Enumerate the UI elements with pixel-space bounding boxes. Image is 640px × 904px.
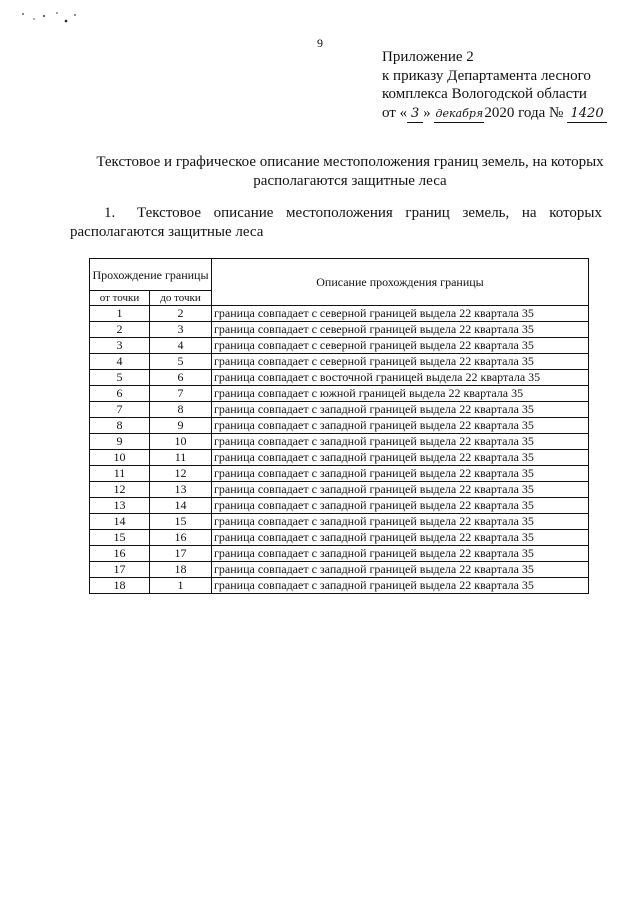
cell-to: 1: [150, 578, 212, 594]
table-row: [90, 434, 589, 450]
table-row: [90, 306, 589, 322]
table-row: [90, 354, 589, 370]
table-row: [90, 322, 589, 338]
table-row: [90, 402, 589, 418]
table-row: [90, 418, 589, 434]
boundary-table: [89, 258, 589, 594]
section-heading: [70, 204, 602, 242]
handwritten-day: 3: [407, 106, 423, 123]
table-row: [90, 482, 589, 498]
cell-to: 15: [150, 514, 212, 530]
table-row: [90, 498, 589, 514]
cell-description: граница совпадает с северной границей выдела 22 квартала 35: [212, 354, 589, 370]
table-row: [90, 578, 589, 594]
cell-from: 16: [90, 546, 150, 562]
header-from: от точки: [90, 291, 150, 306]
cell-from: 6: [90, 386, 150, 402]
year-text: 2020 года №: [484, 104, 564, 121]
cell-description: граница совпадает с западной границей выдела 22 квартала 35: [212, 466, 589, 482]
cell-to: 16: [150, 530, 212, 546]
page-number: 9: [317, 36, 323, 50]
annex-header: [382, 48, 607, 123]
header-group: Прохождение границы: [90, 259, 212, 291]
annex-date-line: [382, 104, 607, 123]
table-row: [90, 514, 589, 530]
cell-from: 17: [90, 562, 150, 578]
table-row: [90, 562, 589, 578]
cell-to: 12: [150, 466, 212, 482]
cell-description: граница совпадает с западной границей выдела 22 квартала 35: [212, 418, 589, 434]
table-row: [90, 450, 589, 466]
table-row: [90, 338, 589, 354]
cell-description: граница совпадает с северной границей выдела 22 квартала 35: [212, 322, 589, 338]
cell-description: граница совпадает с западной границей выдела 22 квартала 35: [212, 450, 589, 466]
table-row: [90, 546, 589, 562]
cell-description: граница совпадает с западной границей выдела 22 квартала 35: [212, 498, 589, 514]
cell-from: 1: [90, 306, 150, 322]
cell-from: 11: [90, 466, 150, 482]
cell-to: 3: [150, 322, 212, 338]
section-text: Текстовое описание местоположения границ земель, на которых располагаются защитные леса: [70, 205, 602, 240]
document-title: Текстовое и графическое описание местоположения границ земель, на которых располагаются защитные леса: [96, 154, 604, 189]
cell-from: 12: [90, 482, 150, 498]
cell-to: 11: [150, 450, 212, 466]
cell-from: 14: [90, 514, 150, 530]
cell-description: граница совпадает с восточной границей выдела 22 квартала 35: [212, 370, 589, 386]
cell-to: 14: [150, 498, 212, 514]
table-row: [90, 530, 589, 546]
cell-to: 2: [150, 306, 212, 322]
cell-description: граница совпадает с западной границей выдела 22 квартала 35: [212, 482, 589, 498]
cell-description: граница совпадает с западной границей выдела 22 квартала 35: [212, 514, 589, 530]
cell-description: граница совпадает с западной границей выдела 22 квартала 35: [212, 434, 589, 450]
annex-order-line: к приказу Департамента лесного: [382, 67, 591, 84]
cell-to: 7: [150, 386, 212, 402]
cell-description: граница совпадает с северной границей выдела 22 квартала 35: [212, 338, 589, 354]
cell-description: граница совпадает с западной границей выдела 22 квартала 35: [212, 402, 589, 418]
cell-from: 2: [90, 322, 150, 338]
cell-description: граница совпадает с южной границей выдела 22 квартала 35: [212, 386, 589, 402]
cell-to: 4: [150, 338, 212, 354]
quote-close: »: [423, 104, 431, 121]
cell-to: 18: [150, 562, 212, 578]
cell-from: 3: [90, 338, 150, 354]
date-prefix: от «: [382, 104, 408, 121]
cell-from: 8: [90, 418, 150, 434]
cell-to: 9: [150, 418, 212, 434]
cell-description: граница совпадает с северной границей выдела 22 квартала 35: [212, 306, 589, 322]
cell-description: граница совпадает с западной границей выдела 22 квартала 35: [212, 578, 589, 594]
table-body: [90, 306, 589, 594]
cell-description: граница совпадает с западной границей выдела 22 квартала 35: [212, 530, 589, 546]
cell-from: 7: [90, 402, 150, 418]
scan-specks: [20, 10, 90, 28]
section-number: 1.: [104, 205, 116, 221]
cell-to: 17: [150, 546, 212, 562]
table-row: [90, 370, 589, 386]
cell-from: 9: [90, 434, 150, 450]
cell-to: 6: [150, 370, 212, 386]
cell-to: 5: [150, 354, 212, 370]
annex-title: Приложение 2: [382, 49, 474, 65]
table-row: [90, 466, 589, 482]
cell-from: 4: [90, 354, 150, 370]
cell-to: 13: [150, 482, 212, 498]
handwritten-number: 1420: [567, 106, 607, 123]
header-description: Описание прохождения границы: [212, 259, 589, 306]
cell-to: 10: [150, 434, 212, 450]
cell-description: граница совпадает с западной границей выдела 22 квартала 35: [212, 546, 589, 562]
cell-from: 10: [90, 450, 150, 466]
cell-from: 13: [90, 498, 150, 514]
cell-description: граница совпадает с западной границей выдела 22 квартала 35: [212, 562, 589, 578]
cell-from: 18: [90, 578, 150, 594]
annex-department-line: комплекса Вологодской области: [382, 86, 587, 102]
table-row: [90, 386, 589, 402]
header-to: до точки: [150, 291, 212, 306]
cell-to: 8: [150, 402, 212, 418]
handwritten-month: декабря: [434, 106, 484, 123]
cell-from: 15: [90, 530, 150, 546]
cell-from: 5: [90, 370, 150, 386]
